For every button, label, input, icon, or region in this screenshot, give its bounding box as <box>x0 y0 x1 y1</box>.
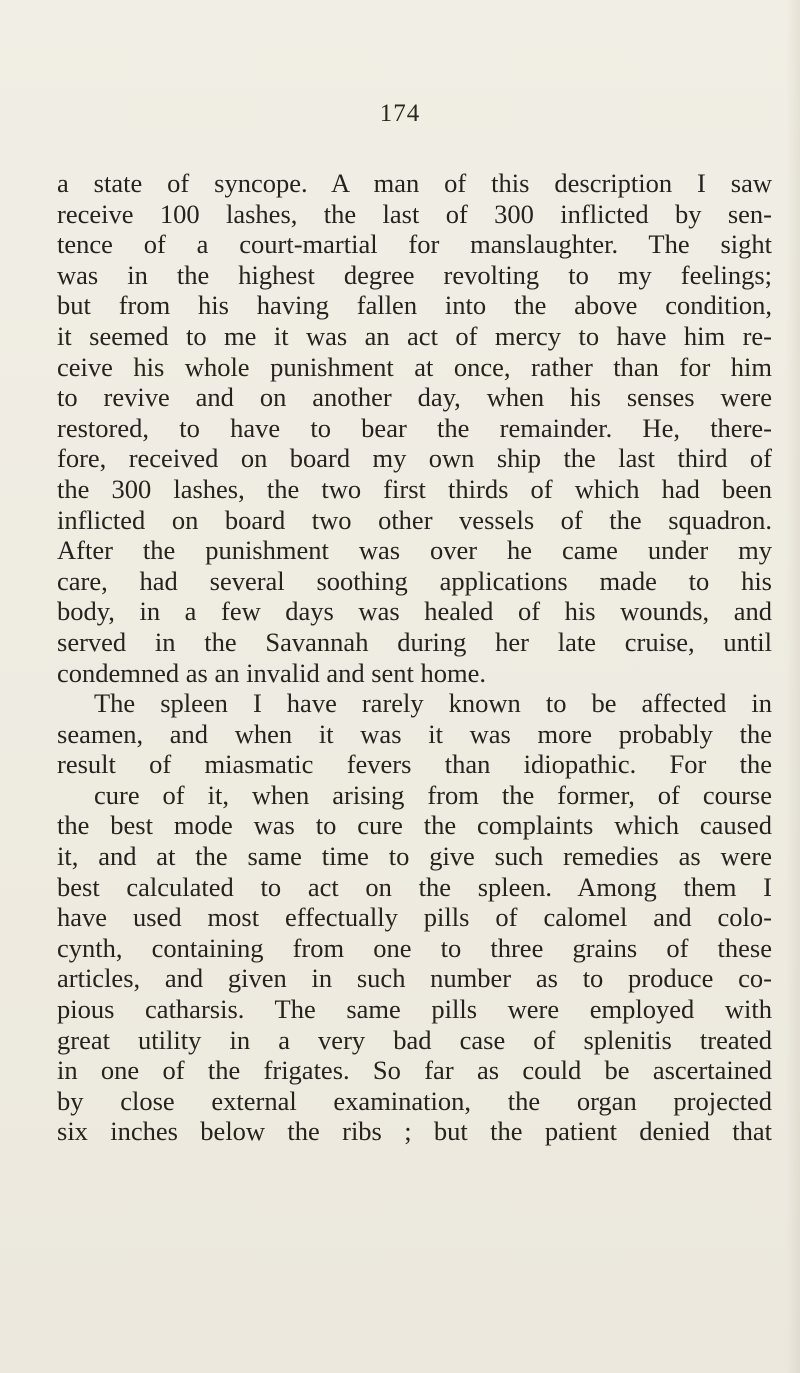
text-line: After the punishment was over he came under my <box>57 535 772 566</box>
text-line: to revive and on another day, when his senses were <box>57 382 772 413</box>
text-line: pious catharsis. The same pills were employed with <box>57 994 772 1025</box>
text-line: best calculated to act on the spleen. Among them I <box>57 871 772 902</box>
text-line: ceive his whole punishment at once, rather than for him <box>57 351 772 382</box>
text-line: the 300 lashes, the two first thirds of which had been <box>57 473 772 504</box>
page-edge-shadow <box>786 0 800 1373</box>
text-line: by close external examination, the organ projected <box>57 1085 772 1116</box>
text-line: but from his having fallen into the above condition, <box>57 290 772 321</box>
text-line: care, had several soothing applications made to his <box>57 565 772 596</box>
text-line: receive 100 lashes, the last of 300 inflicted by sen- <box>57 198 772 229</box>
text-line: was in the highest degree revolting to my feelings; <box>57 259 772 290</box>
body-text <box>57 168 772 1147</box>
text-line: a state of syncope. A man of this description I saw <box>57 168 772 198</box>
text-line: it, and at the same time to give such remedies as were <box>57 841 772 872</box>
text-line: articles, and given in such number as to produce co- <box>57 963 772 994</box>
text-line: great utility in a very bad case of splenitis treated <box>57 1024 772 1055</box>
text-line: served in the Savannah during her late cruise, until <box>57 626 772 657</box>
text-line: tence of a court-martial for manslaughter. The sight <box>57 229 772 260</box>
text-line: the best mode was to cure the complaints which caused <box>57 810 772 841</box>
text-line: cure of it, when arising from the former, of course <box>94 779 772 810</box>
text-line: body, in a few days was healed of his wounds, and <box>57 596 772 627</box>
text-line: have used most effectually pills of calomel and colo- <box>57 902 772 933</box>
text-line: restored, to have to bear the remainder. He, there- <box>57 412 772 443</box>
text-line: cynth, containing from one to three grains of these <box>57 932 772 963</box>
text-line: result of miasmatic fevers than idiopathic. For the <box>57 749 772 780</box>
text-line: condemned as an invalid and sent home. <box>57 657 487 688</box>
text-line: fore, received on board my own ship the last third of <box>57 443 772 474</box>
text-line: it seemed to me it was an act of mercy to have him re- <box>57 320 772 351</box>
text-line: six inches below the ribs ; but the patient denied that <box>57 1116 772 1147</box>
text-line: inflicted on board two other vessels of the squadron. <box>57 504 772 535</box>
text-line: in one of the frigates. So far as could be ascertained <box>57 1055 772 1086</box>
paragraph-first-line: The spleen I have rarely known to be affected in <box>94 688 772 719</box>
text-line: seamen, and when it was it was more probably the <box>57 718 772 749</box>
page-number: 174 <box>379 100 421 127</box>
